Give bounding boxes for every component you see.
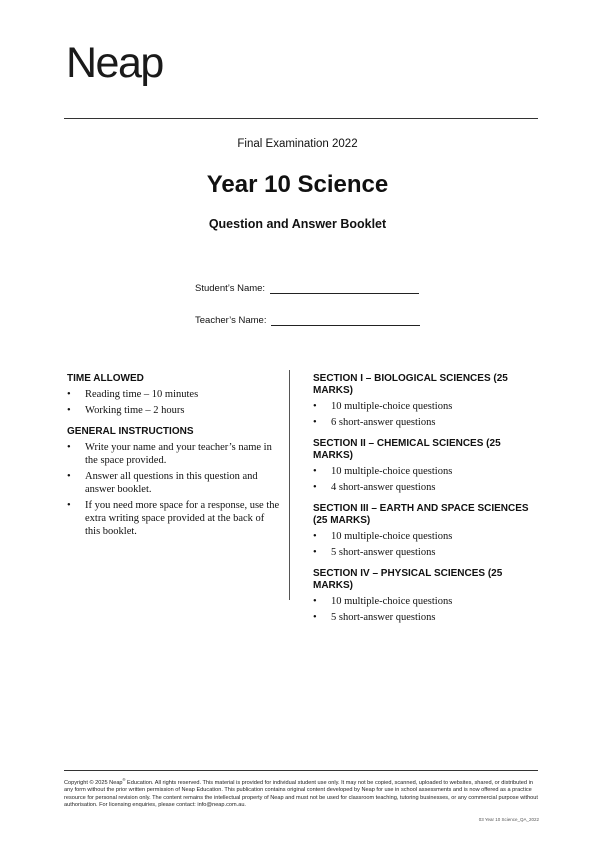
column-divider (289, 370, 290, 600)
list-item (313, 481, 543, 494)
list-item-text: 10 multiple-choice questions (331, 531, 453, 542)
bullet-icon: • (67, 500, 71, 511)
right-column (313, 373, 543, 633)
bullet-icon: • (313, 531, 317, 542)
student-name-label: Student’s Name: (195, 283, 266, 294)
bullet-icon: • (313, 401, 317, 412)
section-list (313, 530, 543, 559)
list-item-text: 4 short-answer questions (331, 482, 436, 493)
list-item (313, 530, 543, 543)
section-heading: SECTION IV – PHYSICAL SCIENCES (25 MARKS) (313, 568, 503, 591)
bullet-icon: • (313, 547, 317, 558)
time-allowed-heading: TIME ALLOWED (67, 373, 144, 384)
list-item (313, 400, 543, 413)
bullet-icon: • (313, 466, 317, 477)
general-instructions-heading: GENERAL INSTRUCTIONS (67, 426, 194, 437)
section-list (313, 465, 543, 494)
list-item-text: Write your name and your teacher’s name in the space provided. (85, 442, 272, 466)
header-divider (64, 118, 538, 119)
copyright-prefix: Copyright © 2025 Neap (64, 779, 123, 786)
footer-divider (64, 770, 538, 771)
section-heading: SECTION II – CHEMICAL SCIENCES (25 MARKS) (313, 438, 501, 461)
copyright-body: Education. All rights reserved. This material is provided for individual student use only. It may not be copied, scanned, uploaded to websites, shared, or distributed in any form without the prior written permission of Neap Education. This publication contains original content developed by Neap for use in school assessments and is now offered as a practice resource for personal revision only. The content remains the intellectual property of Neap and must not be used for classroom teaching, tutoring businesses, or any commercial purpose without authorisation. For licensing enquiries, please contact: info@neap.com.au. (64, 779, 538, 809)
list-item (67, 388, 282, 401)
page-subtitle: Question and Answer Booklet (208, 217, 387, 231)
list-item (67, 470, 282, 496)
list-item-text: 10 multiple-choice questions (331, 401, 453, 412)
exam-label: Final Examination 2022 (237, 138, 358, 150)
student-name-field (195, 283, 419, 294)
bullet-icon: • (67, 389, 71, 400)
list-item (313, 595, 543, 608)
list-item-text: Working time – 2 hours (85, 405, 185, 416)
registered-mark: ® (122, 777, 126, 782)
section-heading: SECTION I – BIOLOGICAL SCIENCES (25 MARKS) (313, 373, 508, 396)
left-column (67, 373, 282, 547)
list-item (313, 546, 543, 559)
list-item-text: 10 multiple-choice questions (331, 596, 453, 607)
document-code: 03 Year 10 Science_QA_2022 (478, 817, 539, 822)
list-item (67, 404, 282, 417)
teacher-name-field (195, 315, 420, 326)
list-item (313, 465, 543, 478)
list-item-text: If you need more space for a response, use the extra writing space provided at the back of this booklet. (85, 500, 280, 537)
list-item-text: Reading time – 10 minutes (85, 389, 199, 400)
list-item (313, 611, 543, 624)
page-title: Year 10 Science (206, 171, 389, 198)
section-list (313, 400, 543, 429)
bullet-icon: • (67, 442, 71, 453)
bullet-icon: • (313, 482, 317, 493)
list-item-text: 5 short-answer questions (331, 547, 436, 558)
bullet-icon: • (313, 417, 317, 428)
teacher-name-label: Teacher’s Name: (195, 315, 267, 326)
teacher-name-line[interactable] (271, 316, 420, 326)
instructions-list (67, 441, 282, 538)
list-item (67, 441, 282, 467)
section-heading: SECTION III – EARTH AND SPACE SCIENCES (25 MARKS) (313, 503, 529, 526)
copyright-notice (64, 776, 542, 809)
list-item (313, 416, 543, 429)
section-list (313, 595, 543, 624)
bullet-icon: • (313, 612, 317, 623)
list-item-text: 6 short-answer questions (331, 417, 436, 428)
student-name-line[interactable] (270, 284, 419, 294)
list-item-text: Answer all questions in this question and answer booklet. (85, 471, 258, 495)
time-list (67, 388, 282, 417)
list-item-text: 5 short-answer questions (331, 612, 436, 623)
list-item (67, 499, 282, 538)
bullet-icon: • (313, 596, 317, 607)
bullet-icon: • (67, 471, 71, 482)
list-item-text: 10 multiple-choice questions (331, 466, 453, 477)
neap-logo: Neap (66, 39, 163, 87)
bullet-icon: • (67, 405, 71, 416)
